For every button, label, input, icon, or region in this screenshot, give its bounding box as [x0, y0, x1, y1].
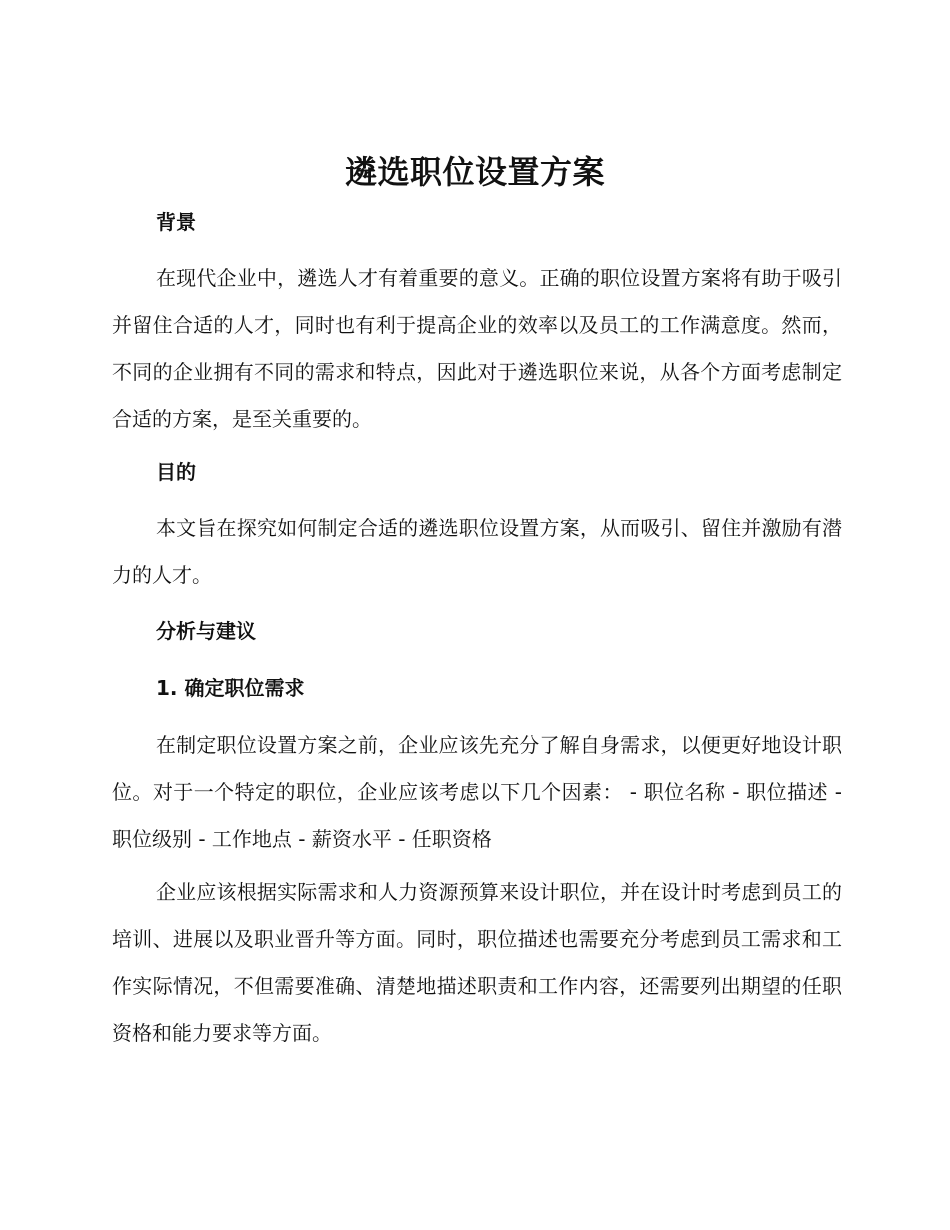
section-heading-background: 背景 [156, 210, 196, 234]
section-heading-purpose: 目的 [156, 460, 196, 484]
section-heading-job-requirements: 1. 确定职位需求 [156, 676, 305, 700]
paragraph-background: 在现代企业中，遴选人才有着重要的意义。正确的职位设置方案将有助于吸引并留住合适的人才，同时也有利于提高企业的效率以及员工的工作满意度。然而，不同的企业拥有不同的需求和特点，因此对于遴选职位来说，从各个方面考虑制定合适的方案，是至关重要的。 [112, 266, 842, 431]
section-heading-analysis: 分析与建议 [156, 619, 256, 643]
paragraph-job-requirements-2: 企业应该根据实际需求和人力资源预算来设计职位，并在设计时考虑到员工的培训、进展以及职业晋升等方面。同时，职位描述也需要充分考虑到员工需求和工作实际情况，不但需要准确、清楚地描述职责和工作内容，还需要列出期望的任职资格和能力要求等方面。 [112, 880, 842, 1045]
document-title: 遴选职位设置方案 [344, 153, 605, 191]
paragraph-job-requirements-1: 在制定职位设置方案之前，企业应该先充分了解自身需求，以便更好地设计职位。对于一个特定的职位，企业应该考虑以下几个因素： - 职位名称 - 职位描述 - 职位级别 - 工作地点 - 薪资水平 - 任职资格 [112, 733, 842, 851]
paragraph-purpose: 本文旨在探究如何制定合适的遴选职位设置方案，从而吸引、留住并激励有潜力的人才。 [112, 516, 842, 587]
